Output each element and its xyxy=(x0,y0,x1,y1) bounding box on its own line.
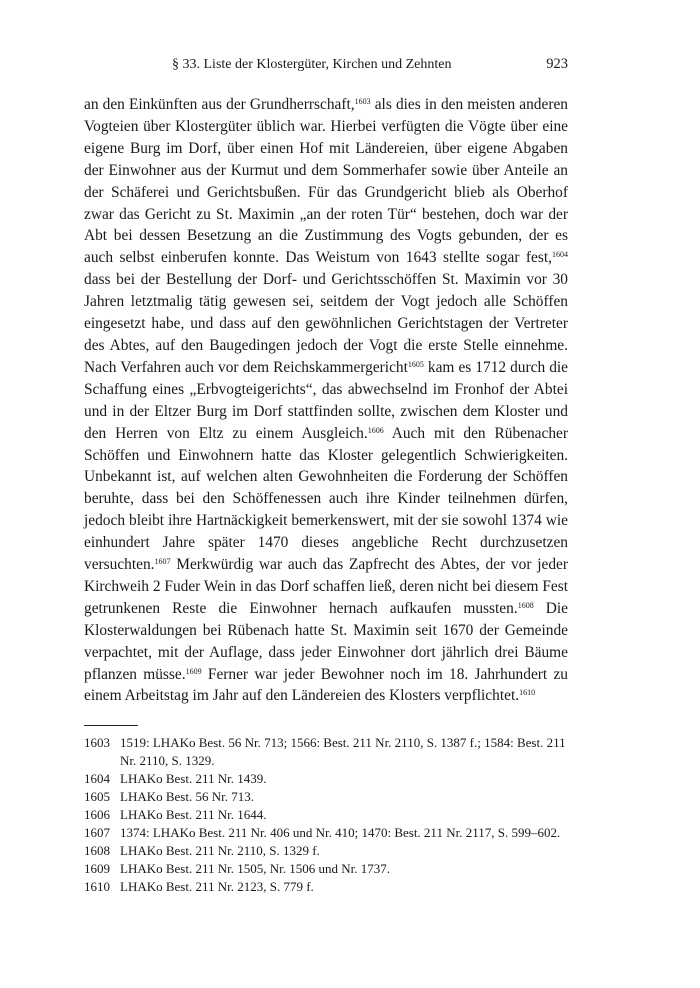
footnote-separator xyxy=(84,725,138,726)
footnote-number: 1603 xyxy=(84,735,110,751)
body-text-segment: Ferner war jeder Bewohner noch im 18. Jahrhundert zu einem Arbeitstag im Jahr auf den Ländereien des Klosters verpflichtet. xyxy=(84,665,568,705)
footnote-number: 1608 xyxy=(84,843,110,859)
body-text-segment: kam es 1712 durch die Schaffung eines „Erbvogteigerichts“, das abwechselnd im Fronhof der Abtei und in der Eltzer Burg im Dorf stattfinden sollte, zwischen dem Kloster und den Herren von Eltz zu einem Ausgleich. xyxy=(84,358,568,442)
body-paragraph xyxy=(84,94,568,707)
footnote-text: 1374: LHAKo Best. 211 Nr. 406 und Nr. 410; 1470: Best. 211 Nr. 2117, S. 599–602. xyxy=(120,825,561,841)
body-text-segment: dass bei der Bestellung der Dorf- und Gerichtsschöffen St. Maximin vor 30 Jahren letztmalig tätig gewesen sei, seitdem der Vogt jedoch alle Schöffen eingesetzt habe, und dass auf den gewöhnlichen Gerichtstagen der Vertreter des Abtes, auf den Baugedingen jedoch der Vogt die erste Stelle einnehme. Nach Verfahren auch vor dem Reichskammergericht xyxy=(84,271,568,376)
footnote-text: LHAKo Best. 211 Nr. 2123, S. 779 f. xyxy=(120,879,314,895)
footnote-ref: 1605 xyxy=(407,359,424,369)
footnote-number: 1606 xyxy=(84,807,110,823)
page-number: 923 xyxy=(546,56,568,72)
footnote xyxy=(84,734,568,770)
body-text-segment: an den Einkünften aus der Grundherrschaft, xyxy=(84,96,355,113)
footnotes xyxy=(84,734,568,896)
document-page xyxy=(84,56,568,896)
footnote xyxy=(84,842,568,860)
footnote-ref: 1604 xyxy=(552,250,568,260)
footnote-ref: 1609 xyxy=(185,666,202,676)
footnote xyxy=(84,824,568,842)
body-text-segment: Die Klosterwaldungen bei Rübenach hatte St. Maximin seit 1670 der Gemeinde verpachtet, mit der Auflage, dass jeder Einwohner dort jährlich drei Bäume pflanzen müsse. xyxy=(84,599,569,683)
footnote-text: LHAKo Best. 56 Nr. 713. xyxy=(120,789,254,805)
footnote-text: LHAKo Best. 211 Nr. 2110, S. 1329 f. xyxy=(120,843,320,859)
footnote-text: LHAKo Best. 211 Nr. 1644. xyxy=(120,807,267,823)
footnote xyxy=(84,770,568,788)
footnote-ref: 1603 xyxy=(354,96,371,106)
footnote-ref: 1607 xyxy=(154,556,171,566)
footnote-ref: 1606 xyxy=(367,425,384,435)
footnote-ref: 1610 xyxy=(519,688,536,698)
body-text-segment: als dies in den meisten anderen Vogteien über Klostergüter üblich war. Hierbei verfügten die Vögte über eine eigene Burg im Dorf, über einen Hof mit Ländereien, über eigene Abgaben der Einwohner aus der Kurmut und dem Sommerhafer sowie über Anteile an der Schäferei und Gerichtsbußen. Für das Grundgericht blieb als Oberhof zwar das Gericht zu St. Maximin „an der roten Tür“ bestehen, doch war der Abt bei dessen Besetzung an die Zustimmung des Vogts gebunden, der es auch selbst einberufen konnte. Das Weistum von 1643 stellte sogar fest, xyxy=(84,96,568,267)
footnote-number: 1609 xyxy=(84,861,110,877)
footnote xyxy=(84,788,568,806)
running-header xyxy=(84,56,568,78)
footnote-number: 1610 xyxy=(84,879,110,895)
footnote xyxy=(84,860,568,878)
footnote-text: 1519: LHAKo Best. 56 Nr. 713; 1566: Best. 211 Nr. 2110, S. 1387 f.; 1584: Best. 211 Nr. 2110, S. 1329. xyxy=(120,735,566,769)
body-text-segment: Merkwürdig war auch das Zapfrecht des Abtes, der vor jeder Kirchweih 2 Fuder Wein in das Dorf schaffen ließ, deren nicht bei diesem Fest getrunkenen Reste die Einwohner hernach aufkaufen mussten. xyxy=(84,556,568,617)
footnote-ref: 1608 xyxy=(517,600,534,610)
footnote-text: LHAKo Best. 211 Nr. 1439. xyxy=(120,771,267,787)
footnote-number: 1605 xyxy=(84,789,110,805)
footnote-number: 1607 xyxy=(84,825,110,841)
footnote-number: 1604 xyxy=(84,771,110,787)
footnote-text: LHAKo Best. 211 Nr. 1505, Nr. 1506 und Nr. 1737. xyxy=(120,861,390,877)
body-text-segment: Auch mit den Rübenacher Schöffen und Einwohnern hatte das Kloster gelegentlich Schwierigkeiten. Unbekannt ist, auf welchen alten Gewohnheiten die Forderung der Schöffen beruhte, dass bei den Schöffenessen auch ihre Kinder teilnehmen dürfen, jedoch bleibt ihre Hartnäckigkeit bemerkenswert, mit der sie sowohl 1374 wie einhundert Jahre später 1470 dieses angebliche Recht durchzusetzen versuchten. xyxy=(84,424,568,574)
footnote xyxy=(84,878,568,896)
running-title: § 33. Liste der Klostergüter, Kirchen und Zehnten xyxy=(172,57,452,72)
footnote xyxy=(84,806,568,824)
